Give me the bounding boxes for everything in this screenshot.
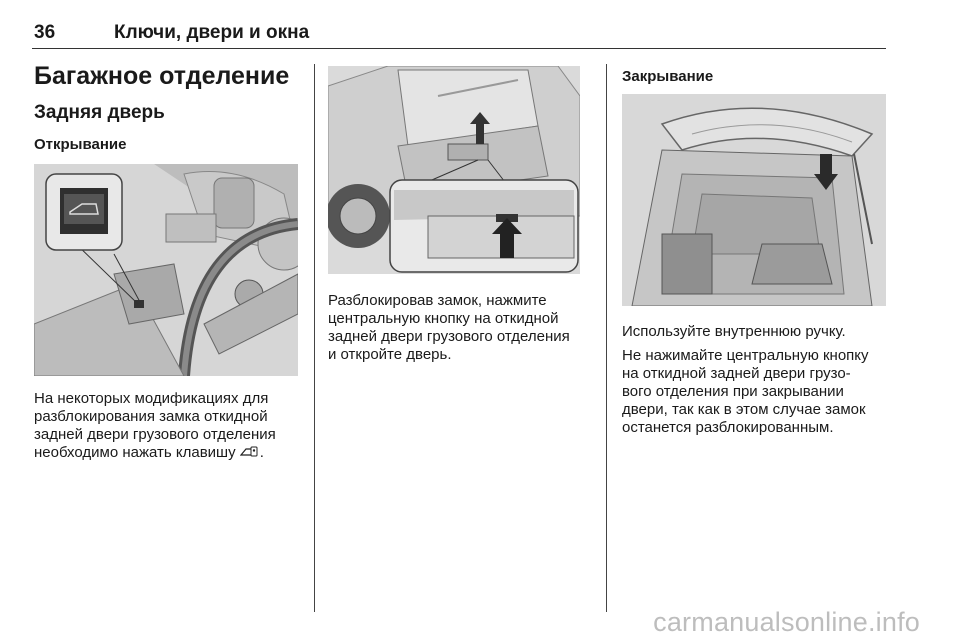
closing-tailgate-illustration [622, 94, 886, 306]
opening-heading: Открывание [34, 136, 127, 153]
subsection-title: Задняя дверь [34, 102, 165, 123]
text-line: двери, так как в этом случае замок [622, 401, 866, 418]
inner-handle-paragraph: Используйте внутреннюю ручку. [622, 323, 846, 340]
text-line: на откидной задней двери грузо- [622, 365, 851, 382]
unlock-paragraph [328, 292, 600, 364]
text-line: задней двери грузового отделения [34, 426, 276, 443]
text-line: и откройте дверь. [328, 346, 452, 363]
closing-heading: Закрывание [622, 68, 714, 85]
header-rule [32, 48, 886, 49]
watermark: carmanualsonline.info [653, 607, 920, 637]
text-line: Разблокировав замок, нажмите [328, 292, 547, 309]
page-number: 36 [34, 22, 56, 43]
dashboard-illustration [34, 164, 298, 376]
warning-paragraph [622, 347, 894, 437]
text-end: . [259, 444, 264, 461]
tailgate-button-illustration [328, 66, 580, 274]
section-title: Багажное отделение [34, 62, 290, 90]
text-line: останется разблокированным. [622, 419, 834, 436]
text-line: вого отделения при закрывании [622, 383, 844, 400]
chapter-title: Ключи, двери и окна [114, 22, 310, 43]
text-line: На некоторых модификациях для [34, 390, 269, 407]
text-line: задней двери грузового отделения [328, 328, 570, 345]
tailgate-key-icon [240, 445, 260, 457]
text-line: центральную кнопку на откидной [328, 310, 559, 327]
text-line-content: необходимо нажать клавишу [34, 444, 236, 461]
text-line [34, 444, 306, 462]
text-line: разблокирования замка откидной [34, 408, 268, 425]
opening-paragraph [34, 390, 306, 462]
text-line: Не нажимайте центральную кнопку [622, 347, 869, 364]
column-divider-1 [314, 64, 315, 612]
column-divider-2 [606, 64, 607, 612]
